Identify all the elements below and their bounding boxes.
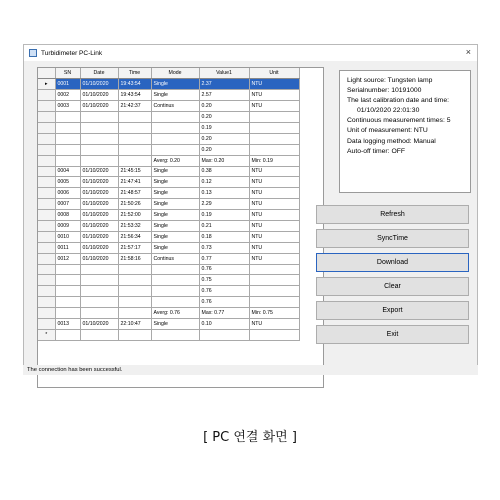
cell-value1[interactable]: 0.10 (199, 318, 249, 329)
cell-mode[interactable] (151, 144, 199, 155)
cell-value1[interactable]: 0.12 (199, 177, 249, 188)
table-row[interactable] (38, 112, 299, 123)
cell-mode[interactable]: Single (151, 318, 199, 329)
cell-time[interactable] (118, 275, 151, 286)
cell-time[interactable]: 21:50:26 (118, 199, 151, 210)
cell-sn[interactable]: 0001 (55, 79, 80, 90)
cell-date[interactable]: 01/10/2020 (80, 177, 118, 188)
cell-sn[interactable] (55, 144, 80, 155)
table-row[interactable] (38, 318, 299, 329)
table-row[interactable] (38, 122, 299, 133)
cell-mode[interactable]: Single (151, 210, 199, 221)
cell-unit[interactable]: NTU (249, 231, 299, 242)
download-button[interactable]: Download (316, 253, 469, 272)
cell-time[interactable]: 19:43:54 (118, 79, 151, 90)
cell-date[interactable] (80, 122, 118, 133)
cell-unit[interactable]: NTU (249, 210, 299, 221)
cell-time[interactable] (118, 122, 151, 133)
cell-value1[interactable]: 0.13 (199, 188, 249, 199)
row-header[interactable] (38, 242, 55, 253)
cell-sn[interactable]: 0008 (55, 210, 80, 221)
row-header[interactable] (38, 286, 55, 297)
cell-value1[interactable]: 0.19 (199, 210, 249, 221)
column-header-value1[interactable]: Value1 (199, 68, 249, 79)
cell-unit[interactable]: NTU (249, 79, 299, 90)
cell-value1[interactable]: 0.19 (199, 122, 249, 133)
cell-sn[interactable]: 0009 (55, 220, 80, 231)
cell-value1[interactable]: 0.76 (199, 286, 249, 297)
cell-unit[interactable]: NTU (249, 220, 299, 231)
row-header[interactable] (38, 220, 55, 231)
cell-mode[interactable]: Averg: 0.76 (151, 308, 199, 319)
cell-unit[interactable] (249, 144, 299, 155)
figure-caption: [ PC 연결 화면 ] (203, 430, 297, 445)
cell-time[interactable] (118, 329, 151, 340)
cell-value1[interactable]: 2.37 (199, 79, 249, 90)
close-icon[interactable]: × (465, 47, 471, 57)
table-row[interactable] (38, 144, 299, 155)
cell-value1[interactable]: 0.21 (199, 220, 249, 231)
cell-date[interactable]: 01/10/2020 (80, 210, 118, 221)
cell-time[interactable]: 21:45:15 (118, 166, 151, 177)
table-row[interactable] (38, 188, 299, 199)
table-row[interactable] (38, 286, 299, 297)
cell-time[interactable]: 21:52:00 (118, 210, 151, 221)
row-header[interactable] (38, 188, 55, 199)
cell-sn[interactable] (55, 297, 80, 308)
info-auto-off: Auto-off timer: OFF (347, 147, 406, 155)
cell-date[interactable] (80, 275, 118, 286)
cell-sn[interactable]: 0004 (55, 166, 80, 177)
cell-unit[interactable]: Min: 0.19 (249, 155, 299, 166)
cell-mode[interactable] (151, 286, 199, 297)
cell-mode[interactable]: Single (151, 199, 199, 210)
measurement-grid[interactable] (37, 67, 324, 388)
cell-sn[interactable] (55, 264, 80, 275)
clear-button[interactable]: Clear (316, 277, 469, 296)
info-light-source: Light source: Tungsten lamp (347, 77, 433, 84)
column-header-unit[interactable]: Unit (249, 68, 299, 79)
cell-sn[interactable] (55, 329, 80, 340)
cell-unit[interactable]: NTU (249, 90, 299, 101)
cell-time[interactable]: 21:42:37 (118, 101, 151, 112)
table-row[interactable] (38, 297, 299, 308)
cell-value1[interactable]: 0.20 (199, 101, 249, 112)
cell-sn[interactable] (55, 133, 80, 144)
cell-sn[interactable] (55, 308, 80, 319)
row-header[interactable] (38, 318, 55, 329)
row-header[interactable] (38, 133, 55, 144)
export-button[interactable]: Export (316, 301, 469, 320)
row-header-corner (38, 68, 55, 79)
table-row[interactable] (38, 220, 299, 231)
cell-mode[interactable] (151, 329, 199, 340)
row-header[interactable] (38, 155, 55, 166)
cell-sn[interactable] (55, 112, 80, 123)
cell-value1[interactable]: 0.18 (199, 231, 249, 242)
cell-unit[interactable]: NTU (249, 253, 299, 264)
row-header[interactable] (38, 231, 55, 242)
cell-time[interactable] (118, 308, 151, 319)
column-header-date[interactable]: Date (80, 68, 118, 79)
cell-time[interactable]: 21:56:34 (118, 231, 151, 242)
cell-time[interactable]: 19:43:54 (118, 90, 151, 101)
cell-value1[interactable]: 0.76 (199, 264, 249, 275)
device-info-panel (339, 70, 471, 193)
cell-unit[interactable] (249, 286, 299, 297)
cell-mode[interactable] (151, 133, 199, 144)
cell-value1[interactable]: Max: 0.77 (199, 308, 249, 319)
window-title: Turbidimeter PC-Link (41, 49, 103, 57)
cell-sn[interactable]: 0012 (55, 253, 80, 264)
cell-unit[interactable]: NTU (249, 242, 299, 253)
cell-value1[interactable]: 0.75 (199, 275, 249, 286)
column-header-time[interactable]: Time (118, 68, 151, 79)
title-bar (24, 45, 477, 61)
cell-value1[interactable]: 0.20 (199, 112, 249, 123)
row-header[interactable] (38, 177, 55, 188)
cell-date[interactable] (80, 133, 118, 144)
cell-mode[interactable] (151, 122, 199, 133)
cell-time[interactable] (118, 155, 151, 166)
cell-sn[interactable]: 0007 (55, 199, 80, 210)
cell-date[interactable] (80, 286, 118, 297)
cell-mode[interactable] (151, 264, 199, 275)
cell-mode[interactable] (151, 275, 199, 286)
cell-time[interactable]: 22:10:47 (118, 318, 151, 329)
cell-unit[interactable]: NTU (249, 101, 299, 112)
cell-time[interactable]: 21:47:41 (118, 177, 151, 188)
cell-unit[interactable]: NTU (249, 199, 299, 210)
cell-value1[interactable]: Max: 0.20 (199, 155, 249, 166)
cell-sn[interactable]: 0010 (55, 231, 80, 242)
column-header-mode[interactable]: Mode (151, 68, 199, 79)
row-header[interactable] (38, 166, 55, 177)
cell-date[interactable]: 01/10/2020 (80, 199, 118, 210)
cell-time[interactable] (118, 112, 151, 123)
cell-date[interactable]: 01/10/2020 (80, 220, 118, 231)
cell-sn[interactable]: 0011 (55, 242, 80, 253)
cell-time[interactable] (118, 133, 151, 144)
cell-date[interactable]: 01/10/2020 (80, 90, 118, 101)
info-unit: Unit of measurement: NTU (347, 127, 428, 135)
table-row[interactable] (38, 308, 299, 319)
cell-sn[interactable]: 0002 (55, 90, 80, 101)
cell-date[interactable]: 01/10/2020 (80, 318, 118, 329)
cell-value1[interactable]: 2.29 (199, 199, 249, 210)
cell-unit[interactable]: NTU (249, 188, 299, 199)
cell-unit[interactable] (249, 275, 299, 286)
table-row[interactable] (38, 329, 299, 340)
info-serial-number: Serialnumber: 10191000 (347, 87, 422, 95)
cell-time[interactable] (118, 264, 151, 275)
table-row[interactable] (38, 155, 299, 166)
row-header[interactable] (38, 297, 55, 308)
cell-unit[interactable] (249, 112, 299, 123)
row-header[interactable] (38, 122, 55, 133)
cell-mode[interactable]: Single (151, 177, 199, 188)
cell-unit[interactable] (249, 297, 299, 308)
cell-unit[interactable]: NTU (249, 166, 299, 177)
cell-unit[interactable]: NTU (249, 177, 299, 188)
cell-date[interactable] (80, 155, 118, 166)
cell-value1[interactable] (199, 329, 249, 340)
row-header[interactable] (38, 275, 55, 286)
table-row[interactable] (38, 133, 299, 144)
cell-sn[interactable]: 0013 (55, 318, 80, 329)
refresh-button[interactable]: Refresh (316, 205, 469, 224)
table-row[interactable] (38, 166, 299, 177)
cell-date[interactable]: 01/10/2020 (80, 253, 118, 264)
cell-time[interactable]: 21:58:16 (118, 253, 151, 264)
cell-mode[interactable]: Single (151, 90, 199, 101)
cell-unit[interactable] (249, 133, 299, 144)
cell-sn[interactable] (55, 275, 80, 286)
table-row[interactable] (38, 231, 299, 242)
cell-date[interactable] (80, 264, 118, 275)
cell-date[interactable]: 01/10/2020 (80, 242, 118, 253)
cell-sn[interactable]: 0003 (55, 101, 80, 112)
cell-date[interactable] (80, 329, 118, 340)
cell-mode[interactable]: Averg: 0.20 (151, 155, 199, 166)
cell-unit[interactable]: NTU (249, 318, 299, 329)
cell-mode[interactable]: Single (151, 188, 199, 199)
cell-time[interactable] (118, 144, 151, 155)
row-header[interactable] (38, 308, 55, 319)
cell-date[interactable] (80, 112, 118, 123)
cell-date[interactable]: 01/10/2020 (80, 79, 118, 90)
info-calibration-value: 01/10/2020 22:01:30 (357, 107, 420, 115)
table-row[interactable] (38, 210, 299, 221)
cell-mode[interactable]: Single (151, 220, 199, 231)
cell-mode[interactable] (151, 297, 199, 308)
cell-mode[interactable]: Continus (151, 101, 199, 112)
cell-mode[interactable]: Continus (151, 253, 199, 264)
table-row[interactable] (38, 177, 299, 188)
cell-value1[interactable]: 2.57 (199, 90, 249, 101)
table-row[interactable] (38, 101, 299, 112)
table-row[interactable] (38, 275, 299, 286)
cell-value1[interactable]: 0.20 (199, 133, 249, 144)
table-row[interactable] (38, 242, 299, 253)
table-row[interactable] (38, 253, 299, 264)
row-header[interactable]: * (38, 329, 55, 340)
table-row[interactable] (38, 90, 299, 101)
cell-mode[interactable]: Single (151, 242, 199, 253)
cell-date[interactable] (80, 144, 118, 155)
row-header[interactable] (38, 144, 55, 155)
table-row[interactable] (38, 199, 299, 210)
cell-sn[interactable] (55, 286, 80, 297)
cell-date[interactable]: 01/10/2020 (80, 101, 118, 112)
cell-date[interactable]: 01/10/2020 (80, 231, 118, 242)
cell-time[interactable] (118, 286, 151, 297)
row-header[interactable] (38, 210, 55, 221)
row-header[interactable]: ▸ (38, 79, 55, 90)
cell-value1[interactable]: 0.73 (199, 242, 249, 253)
cell-mode[interactable]: Single (151, 79, 199, 90)
info-logging-method: Data logging method: Manual (347, 137, 436, 145)
cell-time[interactable]: 21:53:32 (118, 220, 151, 231)
row-header[interactable] (38, 264, 55, 275)
cell-sn[interactable] (55, 122, 80, 133)
row-header[interactable] (38, 101, 55, 112)
cell-unit[interactable] (249, 329, 299, 340)
cell-mode[interactable]: Single (151, 231, 199, 242)
row-header[interactable] (38, 199, 55, 210)
row-header[interactable] (38, 90, 55, 101)
cell-time[interactable]: 21:48:57 (118, 188, 151, 199)
cell-value1[interactable]: 0.38 (199, 166, 249, 177)
cell-unit[interactable] (249, 122, 299, 133)
cell-time[interactable]: 21:57:17 (118, 242, 151, 253)
cell-date[interactable] (80, 308, 118, 319)
cell-mode[interactable] (151, 112, 199, 123)
cell-sn[interactable]: 0005 (55, 177, 80, 188)
cell-value1[interactable]: 0.20 (199, 144, 249, 155)
row-header[interactable] (38, 253, 55, 264)
info-calibration-label: The last calibration date and time: (347, 97, 450, 105)
table-row[interactable] (38, 264, 299, 275)
cell-sn[interactable]: 0006 (55, 188, 80, 199)
exit-button[interactable]: Exit (316, 325, 469, 344)
cell-date[interactable] (80, 297, 118, 308)
column-header-sn[interactable]: SN (55, 68, 80, 79)
synctime-button[interactable]: SyncTime (316, 229, 469, 248)
cell-time[interactable] (118, 297, 151, 308)
info-continuous-times: Continuous measurement times: 5 (347, 117, 451, 125)
cell-date[interactable]: 01/10/2020 (80, 166, 118, 177)
cell-date[interactable]: 01/10/2020 (80, 188, 118, 199)
grid-header-row (38, 68, 299, 79)
table-row[interactable] (38, 79, 299, 90)
cell-value1[interactable]: 0.77 (199, 253, 249, 264)
row-header[interactable] (38, 112, 55, 123)
app-icon (29, 49, 37, 57)
cell-sn[interactable] (55, 155, 80, 166)
cell-value1[interactable]: 0.76 (199, 297, 249, 308)
status-bar: The connection has been successful. (23, 365, 478, 375)
cell-mode[interactable]: Single (151, 166, 199, 177)
cell-unit[interactable] (249, 264, 299, 275)
cell-unit[interactable]: Min: 0.75 (249, 308, 299, 319)
